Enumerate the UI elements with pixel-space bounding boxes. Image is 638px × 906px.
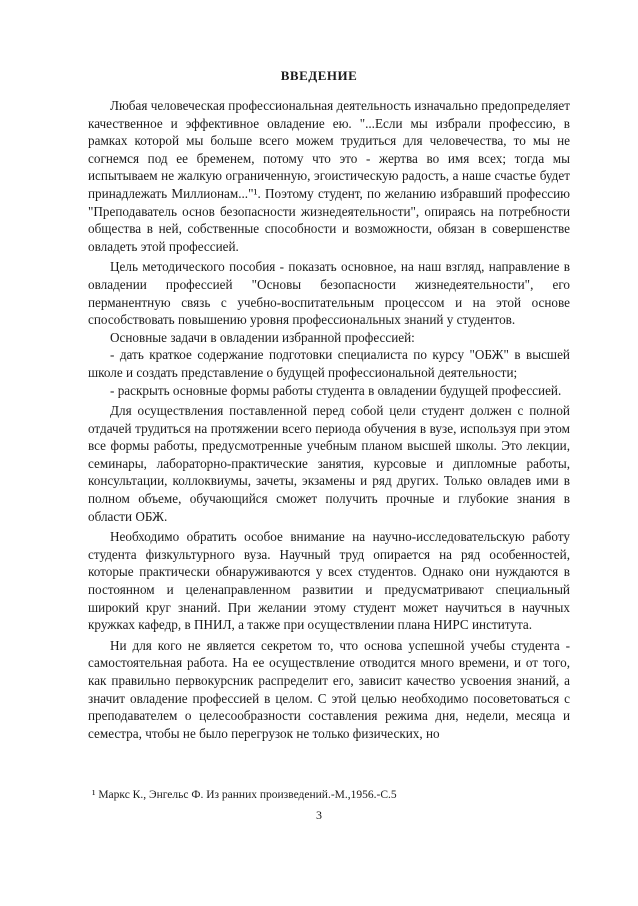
paragraph-task-1: - дать краткое содержание подготовки специалиста по курсу "ОБЖ" в высшей школе и создать представление о будущей профессиональной деятельности;: [88, 347, 570, 380]
paragraph-tasks-heading: Основные задачи в овладении избранной профессией:: [110, 329, 415, 345]
paragraph-goal: Цель методического пособия - показать основное, на наш взгляд, направление в овладении профессией "Основы безопасности жизнедеятельности", его перманентную связь с учебно-воспитательным процессом и на этой основе способствовать повышению уровня профессиональных знаний у студентов.: [88, 259, 570, 328]
page-title: ВВЕДЕНИЕ: [280, 68, 358, 83]
page-number: 3: [316, 808, 322, 822]
paragraph-work-forms: Для осуществления поставленной перед собой цели студент должен с полной отдачей трудиться на протяжении всего периода обучения в вузе, используя при этом все формы работы, предусмотренные учебным планом высшей школы. Это лекции, семинары, лабораторно-практические занятия, курсовые и дипломные работы, консультации, коллоквиумы, зачеты, экзамены и ряд других. Только овладев ими в полном объеме, обучающийся сможет получить прочные и глубокие знания в области ОБЖ.: [88, 403, 570, 524]
paragraph-task-2: - раскрыть основные формы работы студента в овладении будущей профессией.: [110, 382, 562, 398]
body-text: [88, 97, 570, 742]
paragraph-self-study: Ни для кого не является секретом то, что основа успешной учебы студента - самостоятельная работа. На ее осуществление отводится много времени, и от того, как правильно первокурсник распределит его, зависит качество усвоения знаний, а значит овладение профессией в целом. С этой целью необходимо посоветоваться с преподавателем о целесообразности составления режима дня, недели, месяца и семестра, чтобы не было перегрузок не только физических, но: [88, 637, 570, 741]
paragraph-intro: Любая человеческая профессиональная деятельность изначально предопределяет качественное и эффективное овладение ею. "...Если мы избрали профессию, в рамках которой мы больше всего можем трудиться для человечества, то мы не согнемся под ее бременем, потому что это - жертва во имя всех; тогда мы испытываем не жалкую ограниченную, эгоистическую радость, а наше счастье будет принадлежать Миллионам..."¹. Поэтому студент, по желанию избравший профессию "Преподаватель основ безопасности жизнедеятельности", опираясь на потребности общества в ней, собственные способности и возможности, обязан в совершенстве овладеть этой профессией.: [88, 98, 570, 254]
paragraph-research: Необходимо обратить особое внимание на научно-исследовательскую работу студента физкультурного вуза. Научный труд опирается на ряд особенностей, которые практически обнаруживаются у всех студентов. Однако они нуждаются в постоянном и целенаправленном развитии и предусматривают специальный широкий круг знаний. При желании этому студент может научиться в научных кружках кафедр, в ПНИЛ, а также при осуществлении плана НИРС института.: [88, 529, 570, 633]
footnote: ¹ Маркс К., Энгельс Ф. Из ранних произведений.-М.,1956.-С.5: [92, 789, 397, 801]
